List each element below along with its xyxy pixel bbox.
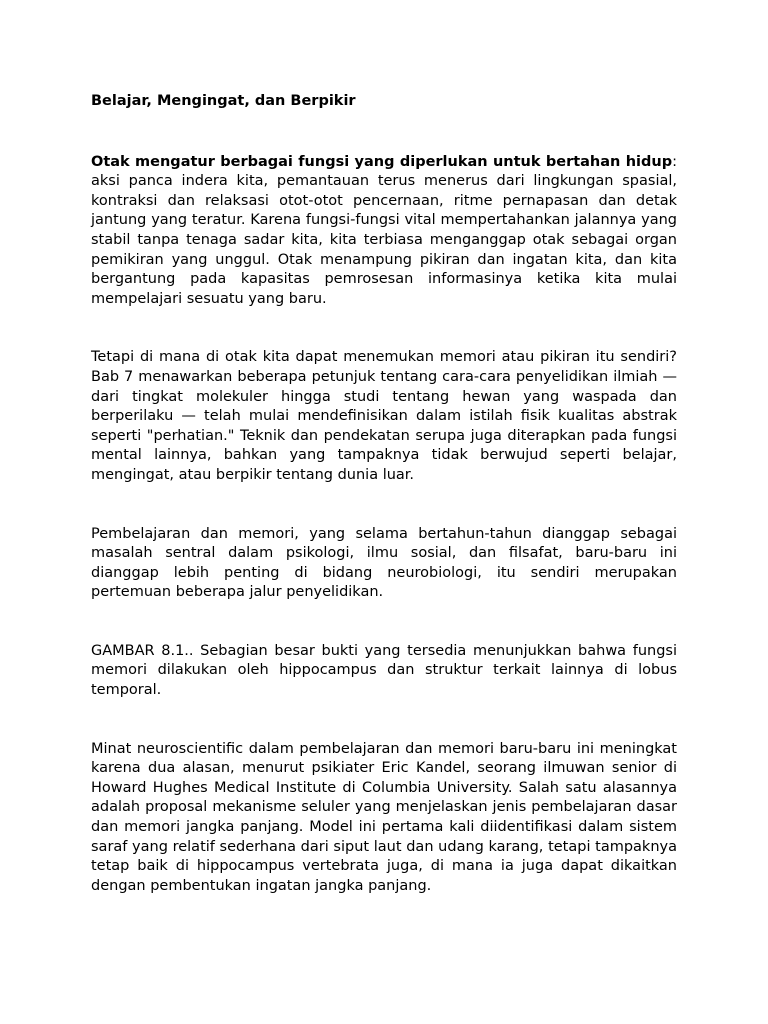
paragraph-neuroscience-interest: Minat neuroscientific dalam pembelajaran dan memori baru-baru ini meningkat karena dua alasan, menurut psikiater Eric Kandel, seorang ilmuwan senior di Howard Hughes Medical Institute di Columbia University. Salah satu alasannya adalah proposal mekanisme seluler yang menjelaskan jenis pembelajaran dasar dan memori jangka panjang. Model ini pertama kali diidentifikasi dalam sistem saraf yang relatif sederhana dari siput laut dan udang karang, tetapi tampaknya tetap baik di hippocampus vertebrata juga, di mana ia juga dapat dikaitkan dengan pembentukan ingatan jangka panjang. bbox=[91, 740, 677, 894]
paragraph-text: : aksi panca indera kita, pemantauan terus menerus dari lingkungan spasial, kontraksi dan relaksasi otot-otot pencernaan, ritme pernapasan dan detak jantung yang teratur. Karena fungsi-fungsi vital mempertahankan jalannya yang stabil tanpa tenaga sadar kita, kita terbiasa menganggap otak sebagai organ pemikiran yang unggul. Otak menampung pikiran dan ingatan kita, dan kita bergantung pada kapasitas pemrosesan informasinya ketika kita mulai mempelajari sesuatu yang baru. bbox=[91, 153, 677, 307]
paragraph-memory-location: Tetapi di mana di otak kita dapat menemukan memori atau pikiran itu sendiri? Bab 7 menawarkan beberapa petunjuk tentang cara-cara penyelidikan ilmiah — dari tingkat molekuler hingga studi tentang hewan yang waspada dan berperilaku — telah mulai mendefinisikan dalam istilah fisik kualitas abstrak seperti "perhatian." Teknik dan pendekatan serupa juga diterapkan pada fungsi mental lainnya, bahkan yang tampaknya tidak berwujud seperti belajar, mengingat, atau berpikir tentang dunia luar. bbox=[91, 349, 677, 483]
document-body bbox=[91, 92, 677, 896]
paragraph-intro bbox=[91, 153, 677, 310]
paragraph-figure-caption: GAMBAR 8.1.. Sebagian besar bukti yang tersedia menunjukkan bahwa fungsi memori dilakukan oleh hippocampus dan struktur terkait lainnya di lobus temporal. bbox=[91, 642, 677, 699]
document-title: Belajar, Mengingat, dan Berpikir bbox=[91, 93, 356, 109]
paragraph-learning-memory: Pembelajaran dan memori, yang selama bertahun-tahun dianggap sebagai masalah sentral dalam psikologi, ilmu sosial, dan filsafat, baru-baru ini dianggap lebih penting di bidang neurobiologi, itu sendiri merupakan pertemuan beberapa jalur penyelidikan. bbox=[91, 525, 677, 601]
paragraph-lead: Otak mengatur berbagai fungsi yang diperlukan untuk bertahan hidup bbox=[91, 153, 673, 170]
